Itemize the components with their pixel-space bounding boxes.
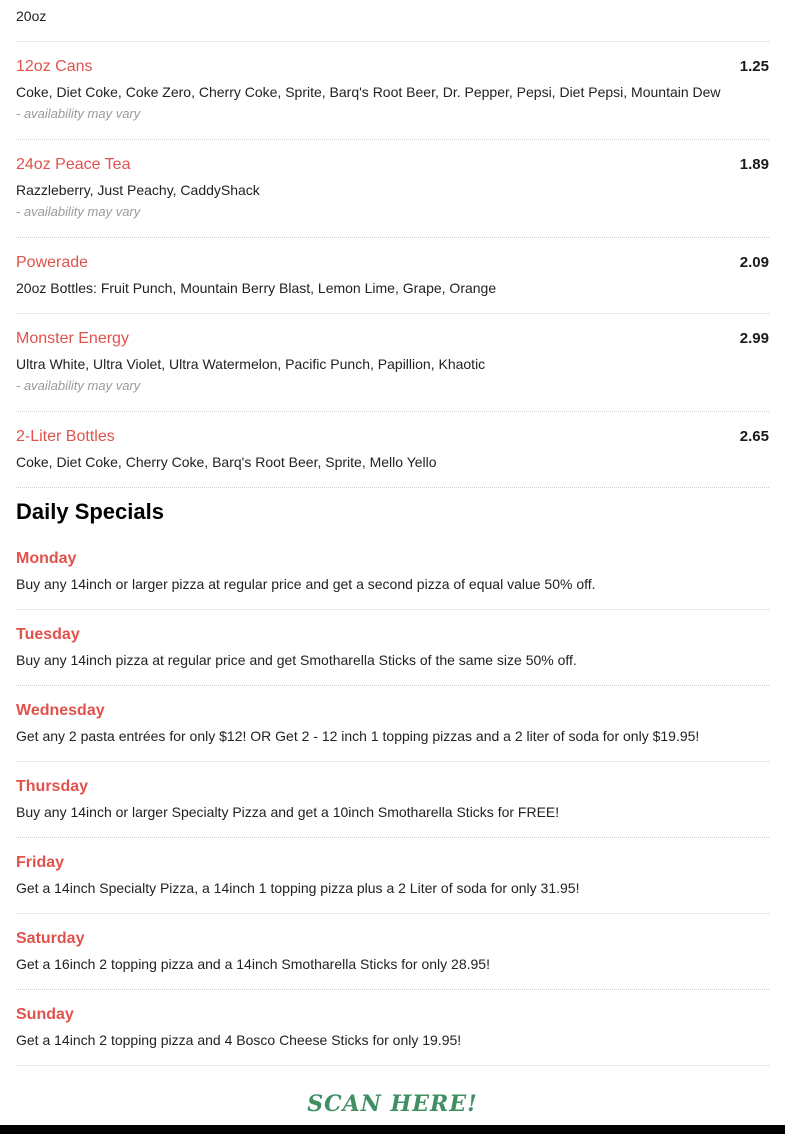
special-description: Get a 14inch 2 topping pizza and 4 Bosco Cheese Sticks for only 19.95! (16, 1032, 462, 1048)
availability-note: - availability may vary (16, 106, 141, 121)
menu-item-12oz-cans[interactable] (16, 56, 769, 140)
scan-here-label[interactable]: SCAN HERE! (307, 1091, 478, 1117)
special-day: Saturday (16, 930, 85, 947)
item-price (740, 0, 769, 2)
item-price: 1.25 (739, 58, 769, 75)
special-day: Friday (16, 854, 65, 871)
special-day: Tuesday (16, 626, 80, 643)
item-name: 2-Liter Bottles (16, 428, 115, 445)
item-description: Ultra White, Ultra Violet, Ultra Watermelon, Pacific Punch, Papillion, Khaotic (16, 356, 486, 372)
item-price: 2.65 (739, 428, 769, 445)
item-price: 1.89 (739, 156, 769, 173)
item-description: Coke, Diet Coke, Cherry Coke, Barq's Root Beer, Sprite, Mello Yello (16, 454, 437, 470)
menu-item-monster-energy[interactable] (16, 328, 769, 412)
special-thursday[interactable] (16, 776, 769, 838)
special-day: Wednesday (16, 702, 105, 719)
item-description: Coke, Diet Coke, Coke Zero, Cherry Coke, Sprite, Barq's Root Beer, Dr. Pepper, Pepsi, Diet Pepsi, Mountain Dew (16, 84, 721, 100)
item-name: 12oz Cans (16, 58, 93, 75)
special-friday[interactable] (16, 852, 769, 914)
bottom-bar (0, 1125, 785, 1134)
section-title-daily-specials: Daily Specials (16, 499, 164, 524)
special-day: Thursday (16, 778, 89, 795)
special-description: Get any 2 pasta entrées for only $12! OR Get 2 - 12 inch 1 topping pizzas and a 2 liter of soda for only $19.95! (16, 728, 700, 744)
special-description: Buy any 14inch or larger pizza at regular price and get a second pizza of equal value 50% off. (16, 576, 596, 592)
availability-note: - availability may vary (16, 378, 141, 393)
availability-note: - availability may vary (16, 204, 141, 219)
special-description: Buy any 14inch or larger Specialty Pizza and get a 10inch Smotharella Sticks for FREE! (16, 804, 560, 820)
special-description: Get a 16inch 2 topping pizza and a 14inch Smotharella Sticks for only 28.95! (16, 956, 490, 972)
item-name: Powerade (16, 254, 89, 271)
special-monday[interactable] (16, 548, 769, 610)
item-description: 20oz Bottles: Fruit Punch, Mountain Berry Blast, Lemon Lime, Grape, Orange (16, 280, 497, 296)
special-day: Monday (16, 550, 77, 567)
menu-item-powerade[interactable] (16, 252, 769, 314)
special-wednesday[interactable] (16, 700, 769, 762)
special-description: Buy any 14inch pizza at regular price and get Smotharella Sticks of the same size 50% off. (16, 652, 577, 668)
menu-page (16, 0, 769, 1080)
item-description: Razzleberry, Just Peachy, CaddyShack (16, 182, 260, 198)
item-name (16, 0, 112, 2)
special-sunday[interactable] (16, 1004, 769, 1066)
menu-item-2-liter-bottles[interactable] (16, 426, 769, 488)
item-price: 2.09 (739, 254, 769, 271)
menu-item-bottled-water[interactable] (16, 0, 769, 42)
item-price: 2.99 (739, 330, 769, 347)
item-description: 20oz (16, 8, 47, 24)
special-saturday[interactable] (16, 928, 769, 990)
special-day: Sunday (16, 1006, 74, 1023)
item-name: 24oz Peace Tea (16, 156, 131, 173)
menu-item-peace-tea[interactable] (16, 154, 769, 238)
item-name: Monster Energy (16, 330, 129, 347)
special-description: Get a 14inch Specialty Pizza, a 14inch 1 topping pizza plus a 2 Liter of soda for only 31.95! (16, 880, 580, 896)
special-tuesday[interactable] (16, 624, 769, 686)
